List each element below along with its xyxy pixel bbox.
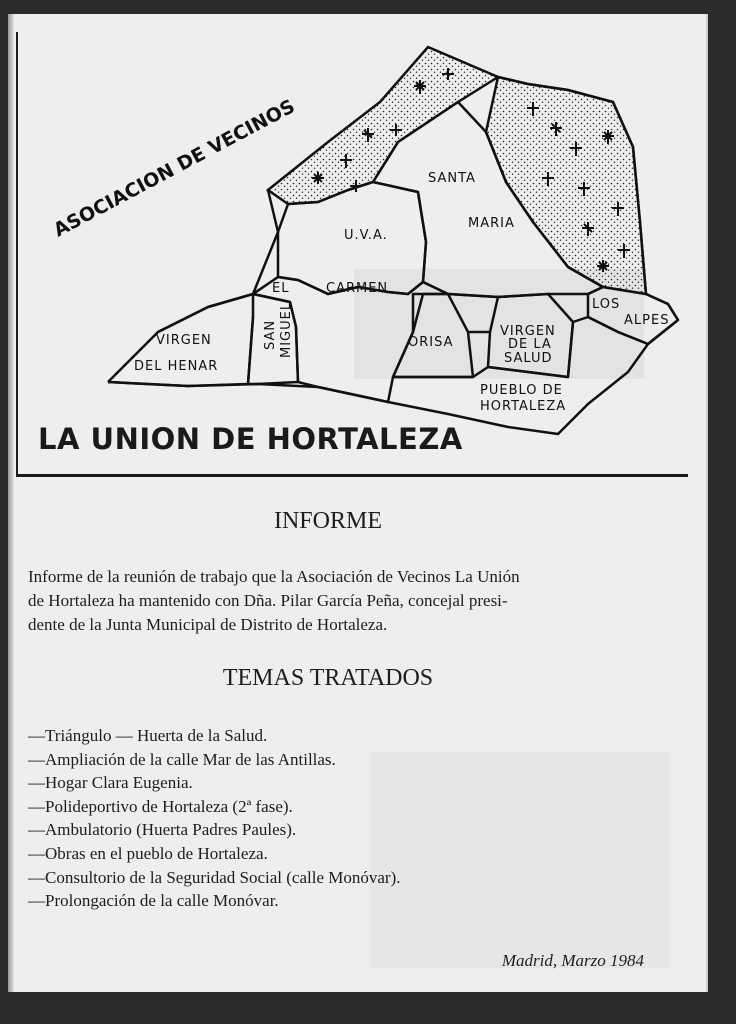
- label-miguel: MIGUEL: [279, 301, 294, 358]
- label-virgen-henar-1: VIRGEN: [156, 333, 212, 348]
- informe-line: de Hortaleza ha mantenido con Dña. Pilar García Peña, concejal presi-: [28, 591, 508, 610]
- informe-line: Informe de la reunión de trabajo que la Asociación de Vecinos La Unión: [28, 567, 520, 586]
- informe-paragraph: [28, 565, 648, 637]
- label-los: LOS: [592, 297, 621, 312]
- label-virgen-salud-3: SALUD: [504, 351, 553, 366]
- district-map-svg: [28, 32, 688, 462]
- association-label: ASOCIACION DE VECINOS: [50, 95, 299, 242]
- district-map: [28, 32, 688, 462]
- document-page: [8, 14, 706, 992]
- informe-line: dente de la Junta Municipal de Distrito de Hortaleza.: [28, 615, 388, 634]
- park-area-northeast: [486, 77, 646, 294]
- temas-heading: TEMAS TRATADOS: [222, 665, 434, 691]
- label-virgen-salud-2: DE LA: [508, 337, 552, 352]
- title-rule: [16, 474, 688, 477]
- list-item: —Ampliación de la calle Mar de las Antillas.: [28, 749, 336, 769]
- list-item: —Triángulo — Huerta de la Salud.: [28, 726, 268, 745]
- label-hortaleza: HORTALEZA: [480, 399, 567, 414]
- title-frame-left: [16, 32, 18, 477]
- page-edge: [8, 14, 14, 992]
- label-san: SAN: [263, 319, 278, 350]
- list-item: —Prolongación de la calle Monóvar.: [28, 891, 279, 911]
- dateline: Madrid, Marzo 1984: [501, 951, 644, 970]
- label-virgen-henar-2: DEL HENAR: [134, 359, 219, 374]
- topics-list: [28, 724, 648, 913]
- list-item: —Ambulatorio (Huerta Padres Paules).: [28, 820, 297, 840]
- informe-heading: INFORME: [273, 508, 382, 534]
- list-item: —Consultorio de la Seguridad Social (calle Monóvar).: [28, 867, 401, 887]
- label-uva: U.V.A.: [344, 228, 388, 243]
- list-item: —Obras en el pueblo de Hortaleza.: [28, 843, 268, 863]
- list-item: —Polideportivo de Hortaleza (2ª fase).: [28, 796, 293, 816]
- label-carmen: CARMEN: [326, 281, 389, 296]
- label-santa: SANTA: [428, 171, 476, 186]
- label-orisa: ORISA: [408, 335, 454, 350]
- label-alpes: ALPES: [624, 313, 670, 328]
- label-pueblo-de: PUEBLO DE: [480, 383, 563, 398]
- label-virgen-salud-1: VIRGEN: [500, 324, 556, 339]
- publication-title: LA UNION DE HORTALEZA: [38, 422, 463, 456]
- list-item: —Hogar Clara Eugenia.: [28, 773, 193, 793]
- label-el: EL: [272, 281, 290, 296]
- label-maria: MARIA: [468, 216, 515, 231]
